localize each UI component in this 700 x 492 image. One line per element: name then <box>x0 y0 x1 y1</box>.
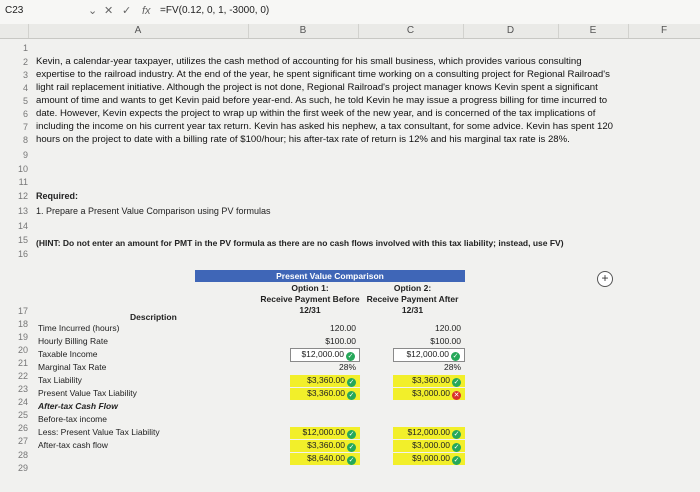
row-number[interactable]: 7 <box>22 122 28 132</box>
row-number[interactable]: 14 <box>17 221 28 231</box>
problem-text-line: Kevin, a calendar-year taxpayer, utilizes the cash method of accounting for his small business, which provides various consulting <box>36 56 582 67</box>
row-label: Before-tax income <box>38 414 107 424</box>
check-icon: ✓ <box>453 457 460 464</box>
confirm-icon[interactable]: ✓ <box>122 5 132 17</box>
check-icon: ✓ <box>347 353 354 360</box>
option1-heading-line: 12/31 <box>299 305 321 315</box>
cell-value: $12,000.00 <box>302 427 345 437</box>
row-label: After-tax Cash Flow <box>38 401 118 411</box>
cell-value: $3,360.00 <box>307 388 345 398</box>
row-number[interactable]: 29 <box>17 463 28 473</box>
row-number[interactable]: 22 <box>17 371 28 381</box>
opt1-cell[interactable] <box>290 388 360 400</box>
required-heading: Required: <box>36 191 79 201</box>
option2-heading-line: Option 2: <box>393 283 432 293</box>
error-icon: ✕ <box>453 392 460 399</box>
row-number[interactable]: 3 <box>22 70 28 80</box>
formula-bar <box>0 0 700 25</box>
name-box[interactable]: C23 <box>5 5 24 16</box>
row-label: Time Incurred (hours) <box>38 323 120 333</box>
problem-text-line: amount of time and wants to get Kevin paid before year-end. As such, he told Kevin he may issue a progress billing for time incurred to <box>36 95 608 106</box>
row-number[interactable]: 4 <box>22 83 28 93</box>
table-title: Present Value Comparison <box>195 270 465 282</box>
row-number[interactable]: 8 <box>22 135 28 145</box>
row-number[interactable]: 19 <box>17 332 28 342</box>
function-icon[interactable]: fx <box>142 5 151 17</box>
row-number[interactable]: 18 <box>17 319 28 329</box>
row-number[interactable]: 11 <box>18 177 28 187</box>
problem-text-line: light rail replacement initiative. Although the project is not done, Regional Railroad's project manager knows Kevin spent a significant <box>36 82 598 93</box>
row-number[interactable]: 17 <box>17 306 28 316</box>
row-label: Less: Present Value Tax Liability <box>38 427 160 437</box>
check-icon: ✓ <box>348 379 355 386</box>
check-icon: ✓ <box>348 392 355 399</box>
row-label: After-tax cash flow <box>38 440 108 450</box>
problem-text-line: hours on the project to date with a billing rate of $100/hour; his after-tax rate of return is 12% and his marginal tax rate is 28%. <box>36 134 570 145</box>
opt1-cell[interactable] <box>290 348 360 362</box>
row-number[interactable]: 23 <box>17 384 28 394</box>
problem-text-line: date. However, Kevin expects the project to wrap up within the first week of the new year, and is concerned of the tax implications of <box>36 108 596 119</box>
column-headers <box>0 24 700 39</box>
description-heading: Description <box>130 312 177 322</box>
opt2-cell[interactable]: 28% <box>443 362 461 372</box>
formula-input[interactable]: =FV(0.12, 0, 1, -3000, 0) <box>160 5 270 16</box>
opt2-cell[interactable] <box>393 427 465 439</box>
row-number[interactable]: 16 <box>17 249 28 259</box>
row-number[interactable]: 20 <box>17 345 28 355</box>
plus-cursor-icon: + <box>597 271 613 287</box>
cell-value: $3,360.00 <box>307 440 345 450</box>
opt1-cell[interactable]: $100.00 <box>325 336 356 346</box>
row-number[interactable]: 27 <box>17 436 28 446</box>
cell-value: $3,360.00 <box>412 375 450 385</box>
row-label: Hourly Billing Rate <box>38 336 108 346</box>
opt2-cell[interactable] <box>393 348 465 362</box>
row-number[interactable]: 21 <box>17 358 28 368</box>
row-label: Taxable Income <box>38 349 98 359</box>
check-icon: ✓ <box>453 431 460 438</box>
problem-text-line: expertise to the railroad industry. At the end of the year, he spent significant time working on a consulting project for Regional Railroad's <box>36 69 610 80</box>
option1-heading-line: Option 1: <box>291 283 329 293</box>
row-number[interactable]: 28 <box>17 450 28 460</box>
check-icon: ✓ <box>453 379 460 386</box>
column-header-e[interactable]: E <box>558 24 629 38</box>
row-label: Present Value Tax Liability <box>38 388 137 398</box>
cell-value: $3,360.00 <box>307 375 345 385</box>
row-number[interactable]: 2 <box>22 57 28 67</box>
cell-value: $12,000.00 <box>406 349 449 359</box>
row-number[interactable]: 24 <box>17 397 28 407</box>
row-label: Marginal Tax Rate <box>38 362 107 372</box>
opt1-cell[interactable]: 28% <box>338 362 356 372</box>
column-header-d[interactable]: D <box>463 24 559 38</box>
column-header-c[interactable]: C <box>358 24 464 38</box>
row-number[interactable]: 12 <box>17 191 28 201</box>
cell-value: $12,000.00 <box>407 427 450 437</box>
cancel-icon[interactable]: ✕ <box>104 5 114 17</box>
opt2-cell[interactable] <box>393 440 465 452</box>
row-number[interactable]: 9 <box>22 150 28 160</box>
opt1-cell[interactable]: 120.00 <box>330 323 356 333</box>
check-icon: ✓ <box>452 353 459 360</box>
check-icon: ✓ <box>453 444 460 451</box>
check-icon: ✓ <box>348 431 355 438</box>
column-header-a[interactable]: A <box>28 24 249 38</box>
opt2-cell[interactable] <box>393 453 465 465</box>
hint-text: (HINT: Do not enter an amount for PMT in the PV formula as there are no cash flows involved with this tax liability; instead, use FV) <box>36 238 564 248</box>
option2-heading-line: 12/31 <box>401 305 424 315</box>
row-label: Tax Liability <box>38 375 82 385</box>
row-number[interactable]: 15 <box>17 235 28 245</box>
row-number[interactable]: 13 <box>17 206 28 216</box>
row-number[interactable]: 25 <box>17 410 28 420</box>
cell-value: $9,000.00 <box>412 453 450 463</box>
row-number[interactable]: 6 <box>22 109 28 119</box>
opt2-cell[interactable] <box>393 375 465 387</box>
opt1-cell[interactable] <box>290 427 360 439</box>
cell-value: $3,000.00 <box>412 388 450 398</box>
dropdown-icon[interactable]: ⌄ <box>88 5 98 17</box>
option1-heading-line: Receive Payment Before <box>260 294 360 304</box>
column-header-f[interactable]: F <box>628 24 700 38</box>
row-number[interactable]: 26 <box>17 423 28 433</box>
cell-value: $3,000.00 <box>412 440 450 450</box>
row-number[interactable]: 1 <box>22 43 28 53</box>
cell-value: $8,640.00 <box>307 453 345 463</box>
option2-heading-line: Receive Payment After <box>366 294 459 304</box>
check-icon: ✓ <box>348 457 355 464</box>
cell-value: $12,000.00 <box>301 349 344 359</box>
problem-text-line: including the income on his current year tax return. Kevin has asked his nephew, a tax consultant, for some advice. Kevin has spent 120 <box>36 121 614 132</box>
row-number[interactable]: 10 <box>17 164 28 174</box>
task-text: 1. Prepare a Present Value Comparison using PV formulas <box>36 206 271 216</box>
opt1-cell[interactable] <box>290 375 360 387</box>
corner-cell[interactable] <box>0 24 29 38</box>
opt1-cell[interactable] <box>290 440 360 452</box>
opt2-cell[interactable]: $100.00 <box>430 336 461 346</box>
column-header-b[interactable]: B <box>248 24 359 38</box>
row-number[interactable]: 5 <box>22 96 28 106</box>
check-icon: ✓ <box>348 444 355 451</box>
opt2-cell[interactable]: 120.00 <box>435 323 461 333</box>
opt2-cell[interactable] <box>393 388 465 400</box>
opt1-cell[interactable] <box>290 453 360 465</box>
